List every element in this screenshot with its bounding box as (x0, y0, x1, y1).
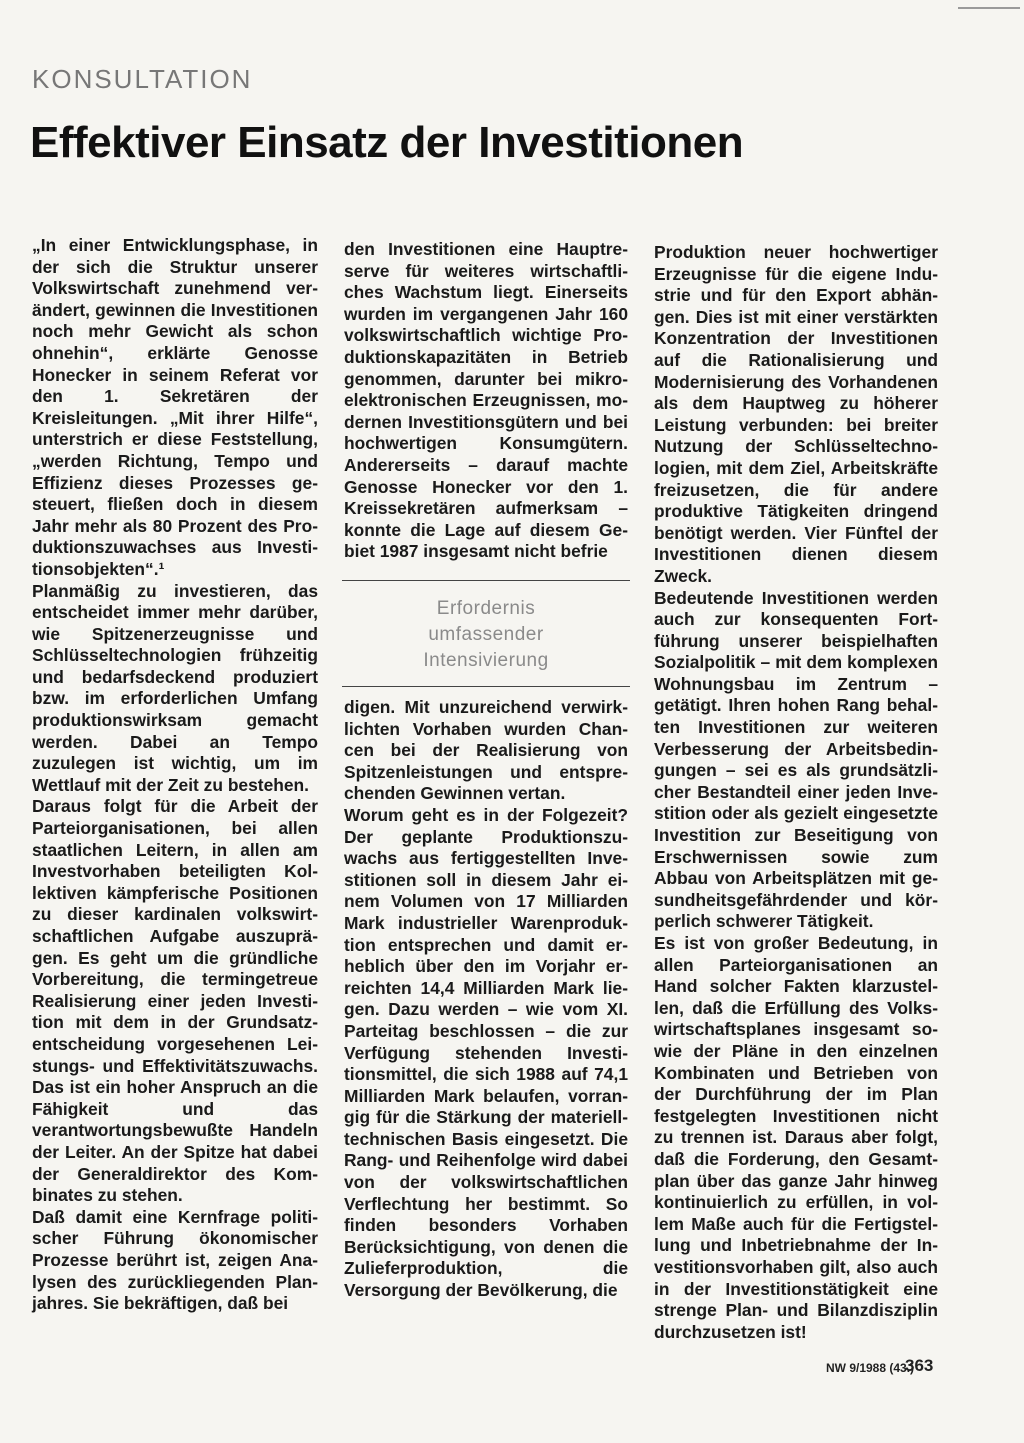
paragraph: digen. Mit unzureichend verwirklichten Vorhaben wurden Chancen bei der Realisierung von Spitzenleistungen und entsprechenden Gewinnen vertan. (344, 697, 628, 804)
corner-rule (958, 7, 1020, 9)
text-column-2-top (344, 239, 628, 563)
article-title: Effektiver Einsatz der Investitionen (30, 118, 744, 167)
pull-quote-line: Erfordernis (436, 598, 536, 619)
paragraph: Planmäßig zu investieren, das entscheidet immer mehr darüber, wie Spitzenerzeugnisse und Schlüsseltechnologien frühzeitig und bedarfsdeckend produziert bzw. im erforderlichen Umfang produktionswirksam gemacht werden. Dabei an Tempo zuzulegen ist wichtig, um im Wettlauf mit der Zeit zu bestehen. (32, 580, 318, 795)
paragraph: Worum geht es in der Folgezeit? Der geplante Produktionszuwachs aus fertiggestellten Investitionen soll in diesem Jahr einem Volumen von 17 Milliarden Mark industrieller Warenproduktion entsprechen und damit erheblich über den im Vorjahr erreichten 14,4 Milliarden Mark liegen. Dazu werden – wie vom XI. Parteitag beschlossen – die zur Verfügung stehenden Investitionsmittel, die sich 1988 auf 74,1 Milliarden Mark belaufen, vorrangig für die Stärkung der materiell-technischen Basis eingesetzt. Die Rang- und Reihenfolge wird dabei von der volkswirtschaftlichen Verflechtung her bestimmt. So finden besonders Vorhaben Berücksichtigung, von denen die Zulieferproduktion, die Versorgung der Bevölkerung, die (344, 804, 628, 1301)
paragraph: den Investitionen eine Hauptreserve für weiteres wirtschaftliches Wachstum liegt. Einerseits wurden im vergangenen Jahr 160 volkswirtschaftlich wichtige Produktionskapazitäten in Betrieb genommen, darunter bei mikroelektronischen Erzeugnissen, modernen Investitionsgütern und bei hochwertigen Konsumgütern. Andererseits – darauf machte Genosse Honecker vor den 1. Kreissekretären aufmerksam – konnte die Lage auf diesem Gebiet 1987 insgesamt nicht befrie (344, 239, 628, 562)
paragraph: Bedeutende Investitionen werden auch zur konsequenten Fortführung unserer beispielhaften Sozialpolitik – mit dem komplexen Wohnungsbau im Zentrum – getätigt. Ihren hohen Rang behalten Investitionen zur weiteren Verbesserung der Arbeitsbedingungen – sei es als grundsätzlicher Bestandteil einer jeden Investition oder als gezielt eingesetzte Investition zur Beseitigung von Erschwernissen sowie zum Abbau von Arbeitsplätzen mit gesundheitsgefährdender und körperlich schwerer Tätigkeit. (654, 587, 938, 932)
paragraph: „In einer Entwicklungsphase, in der sich die Struktur unserer Volkswirtschaft zunehmend verändert, gewinnen die Investitionen noch mehr Gewicht als schon ohnehin“, erklärte Genosse Honecker in seinem Referat vor den 1. Sekretären der Kreisleitungen. „Mit ihrer Hilfe“, unterstrich er diese Feststellung, „werden Richtung, Tempo und Effizienz dieses Prozesses gesteuert, fließen doch in diesem Jahr mehr als 80 Prozent des Produktionszuwachses aus Investitionsobjekten“.¹ (32, 235, 318, 579)
text-column-1 (32, 235, 318, 1315)
paragraph: Daß damit eine Kernfrage politischer Führung ökonomischer Prozesse berührt ist, zeigen Analysen des zurückliegenden Planjahres. Sie bekräftigen, daß bei (32, 1206, 318, 1314)
issue-reference: NW 9/1988 (43.) (826, 1361, 915, 1375)
paragraph: Produktion neuer hochwertiger Erzeugnisse für die eigene Industrie und für den Export abhängen. Dies ist mit einer verstärkten Konzentration der Investitionen auf die Rationalisierung und Modernisierung des Vorhandenen als dem Hauptweg zu höherer Leistung verbunden: bei breiter Nutzung der Schlüsseltechnologien, mit dem Ziel, Arbeitskräfte freizusetzen, die für andere produktive Tätigkeiten dringend benötigt werden. Vier Fünftel der Investitionen dienen diesem Zweck. (654, 242, 938, 586)
text-column-3 (654, 242, 938, 1343)
paragraph: Es ist von großer Bedeutung, in allen Parteiorganisationen an Hand solcher Fakten klarzustellen, daß die Erfüllung des Volkswirtschaftsplanes insgesamt sowie der Pläne in den einzelnen Kombinaten und Betrieben von der Durchführung der im Plan festgelegten Investitionen nicht zu trennen ist. Daraus aber folgt, daß die Forderung, den Gesamtplan über das ganze Jahr hinweg kontinuierlich zu erfüllen, in vollem Maße auch für die Fertigstellung und Inbetriebnahme der Investitionsvorhaben gilt, also auch in der Investitionstätigkeit eine strenge Plan- und Bilanzdisziplin durchzusetzen ist! (654, 933, 938, 1342)
pull-quote (342, 596, 630, 674)
page-number: 363 (905, 1356, 934, 1375)
pull-quote-line: umfassender (428, 624, 544, 645)
section-kicker: KONSULTATION (32, 64, 253, 94)
pull-quote-rule-bottom (342, 686, 630, 687)
text-column-2-bottom (344, 697, 628, 1302)
paragraph: Daraus folgt für die Arbeit der Parteiorganisationen, bei allen staatlichen Leitern, in allen am Investvorhaben beteiligten Kollektiven kämpferische Positionen zu dieser kardinalen volkswirtschaftlichen Aufgabe auszuprägen. Es geht um die gründliche Vorbereitung, die termingetreue Realisierung einer jeden Investition mit dem in der Grundsatzentscheidung vorgesehenen Leistungs- und Effektivitätszuwachs. Das ist ein hoher Anspruch an die Fähigkeit und das verantwortungsbewußte Handeln der Leiter. An der Spitze hat dabei der Generaldirektor des Kombinates zu stehen. (32, 796, 318, 1206)
pull-quote-line: Intensivierung (423, 650, 549, 671)
pull-quote-rule-top (342, 580, 630, 581)
